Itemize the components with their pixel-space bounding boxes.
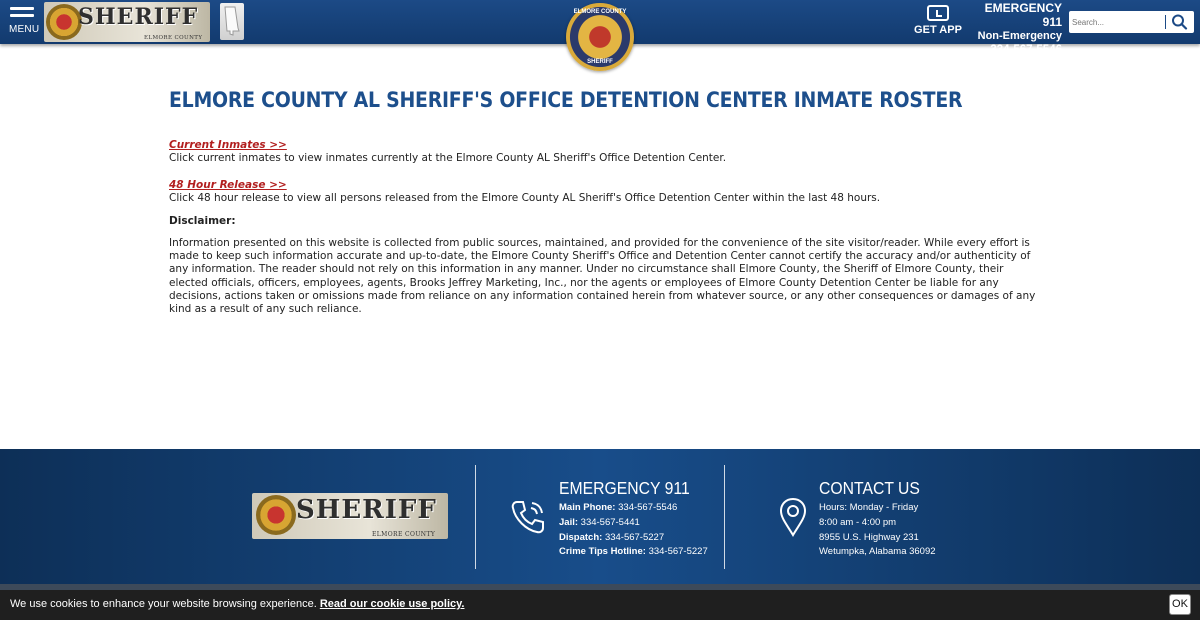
address-line-2: Wetumpka, Alabama 36092 <box>819 546 936 558</box>
footer-sheriff-logo[interactable] <box>252 493 448 539</box>
footer-divider <box>475 465 476 569</box>
header-phone[interactable]: 334-567-5546 <box>990 44 1062 56</box>
footer-contact-info <box>819 501 936 560</box>
jail-number: 334-567-5441 <box>580 516 640 528</box>
jail-line[interactable] <box>559 516 708 531</box>
crime-tips-line[interactable] <box>559 545 708 560</box>
footer-phone-list <box>559 501 708 560</box>
cookie-ok-button[interactable]: OK <box>1169 594 1191 615</box>
jail-label: Jail: <box>559 516 579 528</box>
dispatch-label: Dispatch: <box>559 531 603 543</box>
footer-logo-word: SHERIFF <box>296 495 437 525</box>
menu-label: MENU <box>9 24 40 35</box>
badge-bottom-text: SHERIFF <box>587 59 613 65</box>
main-phone-label: Main Phone: <box>559 502 616 513</box>
main-content <box>169 88 1039 316</box>
footer-divider <box>724 465 725 569</box>
cookie-message: We use cookies to enhance your website browsing experience. <box>10 598 317 610</box>
current-inmates-description: Click current inmates to view inmates currently at the Elmore County AL Sheriff's Office Detention Center. <box>169 152 727 164</box>
search-icon[interactable] <box>1171 14 1189 30</box>
hours-time: 8:00 am - 4:00 pm <box>819 516 897 528</box>
current-inmates-link[interactable]: Current Inmates >> <box>169 139 287 151</box>
dispatch-line[interactable] <box>559 531 708 546</box>
main-phone-number: 334-567-5546 <box>618 502 678 513</box>
star-badge-icon <box>46 4 82 40</box>
footer-star-badge-icon <box>256 495 296 535</box>
cookie-message-line <box>10 598 464 610</box>
cookie-banner <box>0 590 1200 620</box>
hours-label: Hours: Monday - Friday <box>819 502 919 513</box>
sheriff-star-badge[interactable] <box>566 3 634 71</box>
address-line-1: 8955 U.S. Highway 231 <box>819 531 919 543</box>
get-app-button[interactable] <box>914 5 962 41</box>
header-contact <box>966 1 1062 57</box>
48-hour-release-description: Click 48 hour release to view all persons released from the Elmore County AL Sheriff's Office Detention Center within the last 48 hours. <box>169 192 881 204</box>
hamburger-icon <box>10 7 34 10</box>
search-box <box>1069 11 1194 33</box>
main-phone-line[interactable] <box>559 501 708 516</box>
dispatch-number: 334-567-5227 <box>604 531 665 543</box>
badge-top-text: ELMORE COUNTY <box>573 9 627 15</box>
get-app-label: GET APP <box>914 24 962 36</box>
site-footer <box>0 449 1200 584</box>
menu-button[interactable] <box>9 7 40 39</box>
search-input[interactable] <box>1072 13 1166 31</box>
alabama-state-icon <box>220 3 244 40</box>
hamburger-icon-bar <box>10 14 34 17</box>
footer-logo-subtitle: ELMORE COUNTY <box>372 531 436 538</box>
download-app-icon <box>927 5 949 21</box>
footer-emergency-heading: EMERGENCY 911 <box>559 478 690 498</box>
sheriff-logo[interactable] <box>44 2 210 42</box>
phone-icon <box>508 497 548 541</box>
logo-word: SHERIFF <box>78 4 199 30</box>
disclaimer-heading: Disclaimer: <box>169 215 236 227</box>
disclaimer-text: Information presented on this website is collected from public sources, maintained, and provided for the convenience of the site visitor/reader. While every effort is made to keep such information accurate and up-to-date, the Elmore County Sheriff's Office and Detention Center cannot certify the accuracy and/or authenticity of any information. The reader should not rely on this information in any manner. Under no circumstance shall Elmore County, the Sheriff of Elmore County, their elected officials, officers, employees, agents, Brooks Jeffrey Marketing, Inc., nor the agents or employees of Elmore County Detention Center be liable for any decisions, actions taken or omissions made from reliance on any information contained herein from whatever source, or any other consequences or damages of any kind as a result of any such reliance. <box>169 237 1036 316</box>
48-hour-release-link[interactable]: 48 Hour Release >> <box>169 179 287 191</box>
footer-contact-heading: CONTACT US <box>819 478 920 498</box>
cookie-policy-link[interactable]: Read our cookie use policy. <box>319 598 465 610</box>
search-divider <box>1165 15 1166 29</box>
header-non-emergency: Non-Emergency <box>977 30 1062 42</box>
crime-tips-number: 334-567-5227 <box>648 546 708 558</box>
page-title: ELMORE COUNTY AL SHERIFF'S OFFICE DETENTION CENTER INMATE ROSTER <box>169 88 963 113</box>
location-pin-icon <box>778 497 808 541</box>
header-emergency: EMERGENCY 911 <box>984 1 1062 29</box>
crime-tips-label: Crime Tips Hotline: <box>559 546 646 558</box>
logo-subtitle: ELMORE COUNTY <box>144 35 203 41</box>
